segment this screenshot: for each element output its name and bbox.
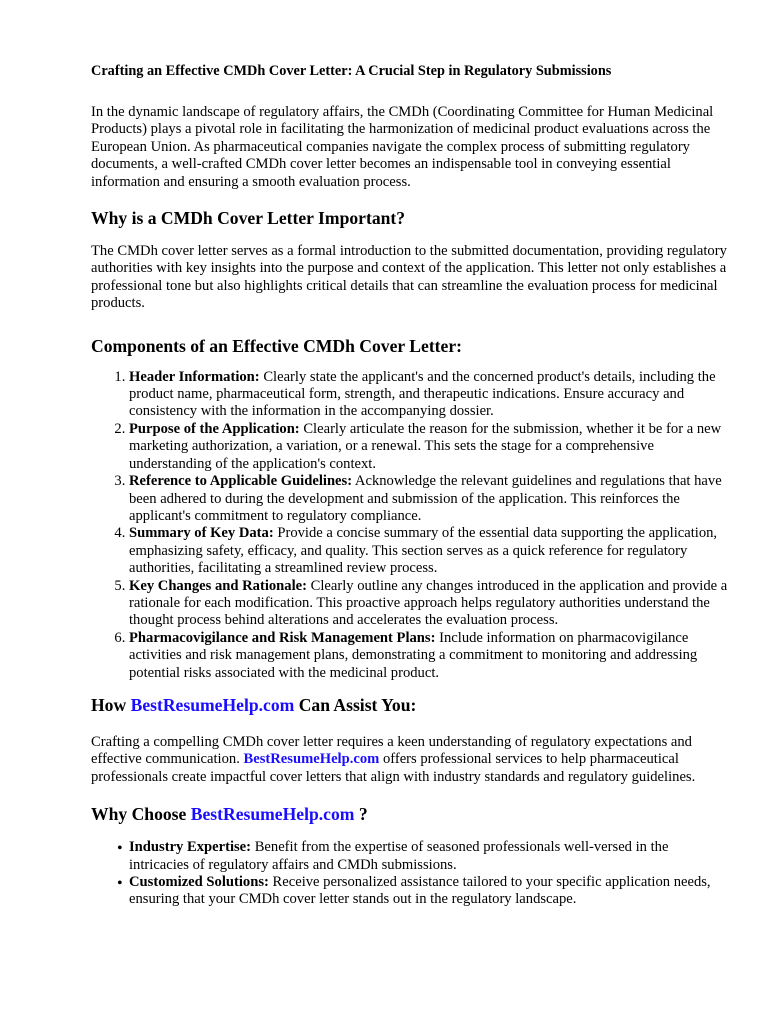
- why-heading: Why is a CMDh Cover Letter Important?: [91, 208, 406, 229]
- list-item-term: Pharmacovigilance and Risk Management Plans:: [129, 629, 436, 646]
- list-item-term: Customized Solutions:: [129, 874, 269, 890]
- list-item: [129, 525, 731, 577]
- how-text-pre: Crafting a compelling CMDh cover letter requires a keen understanding of regulatory expectations and effective communication.: [91, 733, 692, 768]
- list-item-term: Industry Expertise:: [129, 839, 252, 856]
- why-paragraph: The CMDh cover letter serves as a formal introduction to the submitted documentation, providing regulatory authorities with key insights into the purpose and context of the application. This letter not only establishes a professional tone but also highlights critical details that can streamline the evaluation process for medicinal products.: [91, 243, 727, 312]
- list-item-text: Clearly outline any changes introduced in the application and provide a rationale for each modification. This proactive approach helps regulatory authorities understand the thought process behind alterations and accelerates the evaluation process.: [129, 577, 728, 629]
- list-item-text: Benefit from the expertise of seasoned professionals well-versed in the intricacies of regulatory affairs and CMDh submissions.: [129, 839, 669, 873]
- how-text-link[interactable]: BestResumeHelp.com: [243, 751, 380, 768]
- list-item-text: Provide a concise summary of the essential data supporting the application, emphasizing safety, efficacy, and quality. This section serves as a quick reference for regulatory authorities, facilitating a streamlined review process.: [129, 525, 718, 577]
- list-item: [117, 839, 731, 874]
- components-list: [91, 369, 731, 682]
- list-item-term: Reference to Applicable Guidelines:: [129, 473, 353, 490]
- benefits-list: [91, 839, 731, 909]
- how-paragraph: [91, 734, 731, 786]
- list-item: [129, 578, 731, 630]
- choose-heading: [91, 804, 731, 825]
- intro-paragraph: In the dynamic landscape of regulatory affairs, the CMDh (Coordinating Committee for Human Medicinal Products) plays a pivotal role in facilitating the harmonization of medicinal product evaluations across the European Union. As pharmaceutical companies navigate the complex process of submitting regulatory documents, a well-crafted CMDh cover letter becomes an indispensable tool in conveying essential information and ensuring a smooth evaluation process.: [91, 104, 714, 190]
- list-item-text: Receive personalized assistance tailored to your specific application needs, ensuring that your CMDh cover letter stands out in the regulatory landscape.: [129, 874, 711, 908]
- bullet-icon: •: [117, 840, 123, 858]
- how-heading-link[interactable]: BestResumeHelp.com: [130, 694, 295, 715]
- how-heading-post: Can Assist You:: [298, 694, 417, 715]
- list-item-text: Clearly articulate the reason for the submission, whether it be for a new marketing authorization, a variation, or a renewal. This sets the stage for a comprehensive understanding of the application's context.: [129, 420, 722, 472]
- choose-heading-post: ?: [358, 804, 368, 825]
- components-heading: Components of an Effective CMDh Cover Letter:: [91, 335, 463, 356]
- list-item-text: Clearly state the applicant's and the concerned product's details, including the product name, pharmaceutical form, strength, and therapeutic indications. Ensure accuracy and consistency with the information in the accompanying dossier.: [129, 368, 716, 420]
- list-item: [129, 473, 731, 525]
- bullet-icon: •: [117, 875, 123, 892]
- how-text-post: offers professional services to help pharmaceutical professionals create impactful cover letters that align with industry standards and regulatory guidelines.: [91, 751, 696, 785]
- how-heading: [91, 695, 731, 716]
- list-item: [129, 421, 731, 473]
- how-heading-pre: How: [91, 694, 127, 715]
- list-item-text: Acknowledge the relevant guidelines and regulations that have been adhered to during the development and submission of the application. This reinforces the applicant's commitment to regulatory compliance.: [129, 473, 722, 524]
- list-item-term: Header Information:: [129, 368, 260, 385]
- list-item: [129, 369, 731, 421]
- choose-heading-link[interactable]: BestResumeHelp.com: [190, 804, 355, 825]
- list-item-term: Purpose of the Application:: [129, 420, 300, 437]
- list-item-term: Key Changes and Rationale:: [129, 577, 307, 594]
- document-page: [91, 52, 731, 909]
- list-item: [117, 874, 731, 909]
- list-item: [129, 630, 731, 682]
- list-item-term: Summary of Key Data:: [129, 525, 274, 542]
- choose-heading-pre: Why Choose: [91, 804, 187, 825]
- list-item-text: Include information on pharmacovigilance activities and risk management plans, demonstrating a commitment to monitoring and addressing potential risks associated with the medicinal product.: [129, 629, 698, 681]
- document-title: Crafting an Effective CMDh Cover Letter: A Crucial Step in Regulatory Submissions: [91, 63, 612, 79]
